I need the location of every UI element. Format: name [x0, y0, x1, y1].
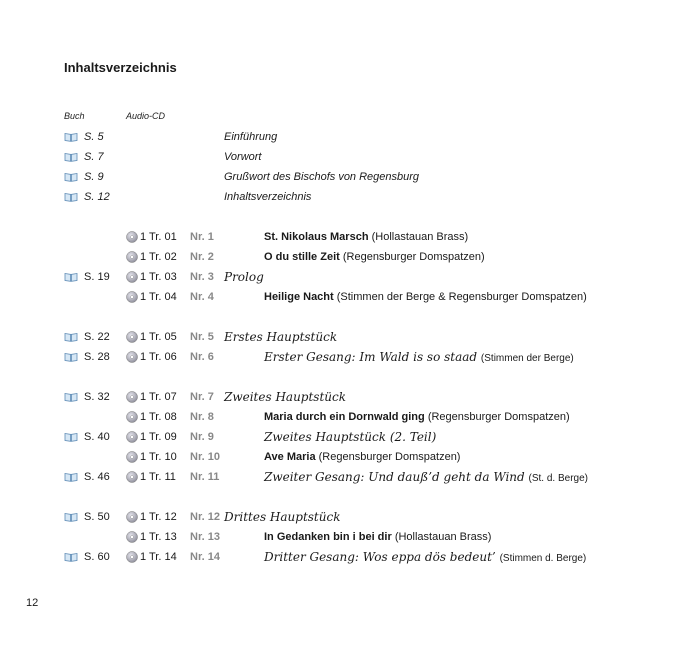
book-page-ref: S. 28	[84, 351, 110, 363]
section-heading: Erstes Hauptstück	[224, 330, 338, 344]
toc-track-row[interactable]	[64, 468, 664, 486]
cd-number: 1	[140, 531, 147, 543]
track-entry	[264, 248, 485, 266]
entry-number: Nr. 10	[190, 451, 220, 463]
book-page-ref: S. 50	[84, 511, 110, 523]
cd-number: 1	[140, 431, 147, 443]
cd-number: 1	[140, 411, 147, 423]
track-number: Tr. 10	[148, 451, 177, 463]
cd-icon	[126, 291, 138, 303]
toc-intro-row[interactable]	[64, 128, 664, 146]
entry-title: Vorwort	[224, 151, 262, 163]
track-number: Tr. 08	[148, 411, 177, 423]
cd-icon	[126, 231, 138, 243]
cd-icon	[126, 551, 138, 563]
book-page-ref: S. 12	[84, 191, 110, 203]
track-entry	[264, 228, 468, 246]
song-heading	[264, 428, 436, 446]
track-number: Tr. 01	[148, 231, 177, 243]
cd-number: 1	[140, 551, 147, 563]
section-heading: Zweites Hauptstück	[224, 390, 346, 404]
book-icon	[64, 472, 78, 482]
song-title: Zweiter Gesang: Und dauß’d geht da Wind	[264, 470, 525, 484]
track-title: In Gedanken bin i bei dir	[264, 531, 392, 543]
cd-icon	[126, 511, 138, 523]
track-number: Tr. 02	[148, 251, 177, 263]
book-page-ref: S. 9	[84, 171, 104, 183]
toc-track-row[interactable]	[64, 228, 664, 246]
cd-number: 1	[140, 291, 147, 303]
toc-track-row[interactable]	[64, 288, 664, 306]
cd-track-ref	[140, 268, 177, 286]
song-title: Zweites Hauptstück (2. Teil)	[264, 430, 437, 444]
cd-track-ref	[140, 348, 177, 366]
toc-track-row[interactable]	[64, 408, 664, 426]
entry-number: Nr. 3	[190, 271, 214, 283]
entry-number: Nr. 1	[190, 231, 214, 243]
cd-number: 1	[140, 251, 147, 263]
song-title: Erster Gesang: Im Wald is so staad	[264, 350, 478, 364]
toc-track-row[interactable]	[64, 508, 664, 526]
entry-number: Nr. 9	[190, 431, 214, 443]
toc-intro-row[interactable]	[64, 168, 664, 186]
toc-track-row[interactable]	[64, 448, 664, 466]
toc-track-row[interactable]	[64, 248, 664, 266]
artist: (Hollastauan Brass)	[371, 231, 469, 243]
book-page-ref: S. 60	[84, 551, 110, 563]
book-page-ref: S. 46	[84, 471, 110, 483]
track-number: Tr. 13	[148, 531, 177, 543]
cd-icon	[126, 351, 138, 363]
toc-track-row[interactable]	[64, 548, 664, 566]
toc-intro-row[interactable]	[64, 148, 664, 166]
cd-icon	[126, 271, 138, 283]
toc-track-row[interactable]	[64, 328, 664, 346]
entry-number: Nr. 12	[190, 511, 220, 523]
cd-number: 1	[140, 511, 147, 523]
track-entry	[264, 528, 491, 546]
cd-track-ref	[140, 248, 177, 266]
cd-number: 1	[140, 351, 147, 363]
book-page-ref: S. 7	[84, 151, 104, 163]
cd-number: 1	[140, 471, 147, 483]
track-number: Tr. 03	[148, 271, 177, 283]
track-number: Tr. 11	[148, 471, 176, 483]
cd-icon	[126, 531, 138, 543]
page-title: Inhaltsverzeichnis	[64, 60, 177, 75]
column-header-book: Buch	[64, 111, 85, 121]
song-heading	[264, 468, 588, 488]
cd-icon	[126, 411, 138, 423]
track-number: Tr. 09	[148, 431, 177, 443]
song-heading	[264, 348, 574, 368]
cd-icon	[126, 391, 138, 403]
cd-track-ref	[140, 428, 177, 446]
book-icon	[64, 352, 78, 362]
cd-track-ref	[140, 408, 177, 426]
artist: (Regensburger Domspatzen)	[318, 451, 461, 463]
book-icon	[64, 512, 78, 522]
entry-title: Inhaltsverzeichnis	[224, 191, 312, 203]
cd-track-ref	[140, 508, 177, 526]
book-icon	[64, 192, 78, 202]
toc-track-row[interactable]	[64, 528, 664, 546]
book-page-ref: S. 22	[84, 331, 110, 343]
page-number: 12	[26, 597, 39, 609]
artist: (Hollastauan Brass)	[394, 531, 492, 543]
cd-track-ref	[140, 448, 177, 466]
track-title: Ave Maria	[264, 451, 316, 463]
cd-track-ref	[140, 228, 177, 246]
cd-icon	[126, 451, 138, 463]
cd-track-ref	[140, 468, 176, 486]
song-title: Dritter Gesang: Wos eppa dös bedeut’	[264, 550, 496, 564]
entry-number: Nr. 8	[190, 411, 214, 423]
toc-track-row[interactable]	[64, 268, 664, 286]
track-number: Tr. 14	[148, 551, 177, 563]
artist: (Stimmen d. Berge)	[499, 553, 587, 564]
entry-number: Nr. 6	[190, 351, 214, 363]
cd-number: 1	[140, 271, 147, 283]
artist: (Regensburger Domspatzen)	[342, 251, 485, 263]
entry-number: Nr. 2	[190, 251, 214, 263]
track-title: Heilige Nacht	[264, 291, 334, 303]
book-icon	[64, 152, 78, 162]
track-entry	[264, 408, 570, 426]
track-number: Tr. 05	[148, 331, 177, 343]
cd-icon	[126, 331, 138, 343]
artist: (St. d. Berge)	[528, 473, 588, 484]
book-icon	[64, 432, 78, 442]
track-title: Maria durch ein Dornwald ging	[264, 411, 425, 423]
toc-intro-row[interactable]	[64, 188, 664, 206]
track-number: Tr. 12	[148, 511, 177, 523]
entry-number: Nr. 14	[190, 551, 220, 563]
artist: (Stimmen der Berge)	[480, 353, 574, 364]
track-number: Tr. 04	[148, 291, 177, 303]
book-page-ref: S. 40	[84, 431, 110, 443]
track-entry	[264, 448, 460, 466]
toc-track-row[interactable]	[64, 428, 664, 446]
book-icon	[64, 392, 78, 402]
entry-number: Nr. 13	[190, 531, 220, 543]
entry-number: Nr. 4	[190, 291, 214, 303]
section-heading: Prolog	[224, 270, 264, 284]
cd-number: 1	[140, 451, 147, 463]
cd-track-ref	[140, 328, 177, 346]
entry-number: Nr. 7	[190, 391, 214, 403]
book-icon	[64, 132, 78, 142]
cd-icon	[126, 431, 138, 443]
cd-number: 1	[140, 391, 147, 403]
cd-number: 1	[140, 331, 147, 343]
track-title: St. Nikolaus Marsch	[264, 231, 369, 243]
artist: (Stimmen der Berge & Regensburger Domspatzen)	[336, 291, 587, 303]
section-heading: Drittes Hauptstück	[224, 510, 341, 524]
column-header-audio-cd: Audio-CD	[126, 111, 166, 121]
artist: (Regensburger Domspatzen)	[427, 411, 570, 423]
cd-track-ref	[140, 388, 177, 406]
entry-title: Einführung	[224, 131, 278, 143]
book-icon	[64, 332, 78, 342]
cd-track-ref	[140, 548, 177, 566]
entry-number: Nr. 11	[190, 471, 220, 483]
cd-number: 1	[140, 231, 147, 243]
book-page-ref: S. 5	[84, 131, 104, 143]
book-icon	[64, 172, 78, 182]
cd-track-ref	[140, 528, 177, 546]
book-page-ref: S. 32	[84, 391, 110, 403]
cd-icon	[126, 251, 138, 263]
track-number: Tr. 06	[148, 351, 177, 363]
cd-icon	[126, 471, 138, 483]
entry-number: Nr. 5	[190, 331, 214, 343]
track-entry	[264, 288, 587, 306]
track-number: Tr. 07	[148, 391, 177, 403]
cd-track-ref	[140, 288, 177, 306]
song-heading	[264, 548, 586, 568]
book-page-ref: S. 19	[84, 271, 110, 283]
book-icon	[64, 272, 78, 282]
toc-track-row[interactable]	[64, 388, 664, 406]
entry-title: Grußwort des Bischofs von Regensburg	[224, 171, 420, 183]
track-title: O du stille Zeit	[264, 251, 340, 263]
toc-track-row[interactable]	[64, 348, 664, 366]
book-icon	[64, 552, 78, 562]
